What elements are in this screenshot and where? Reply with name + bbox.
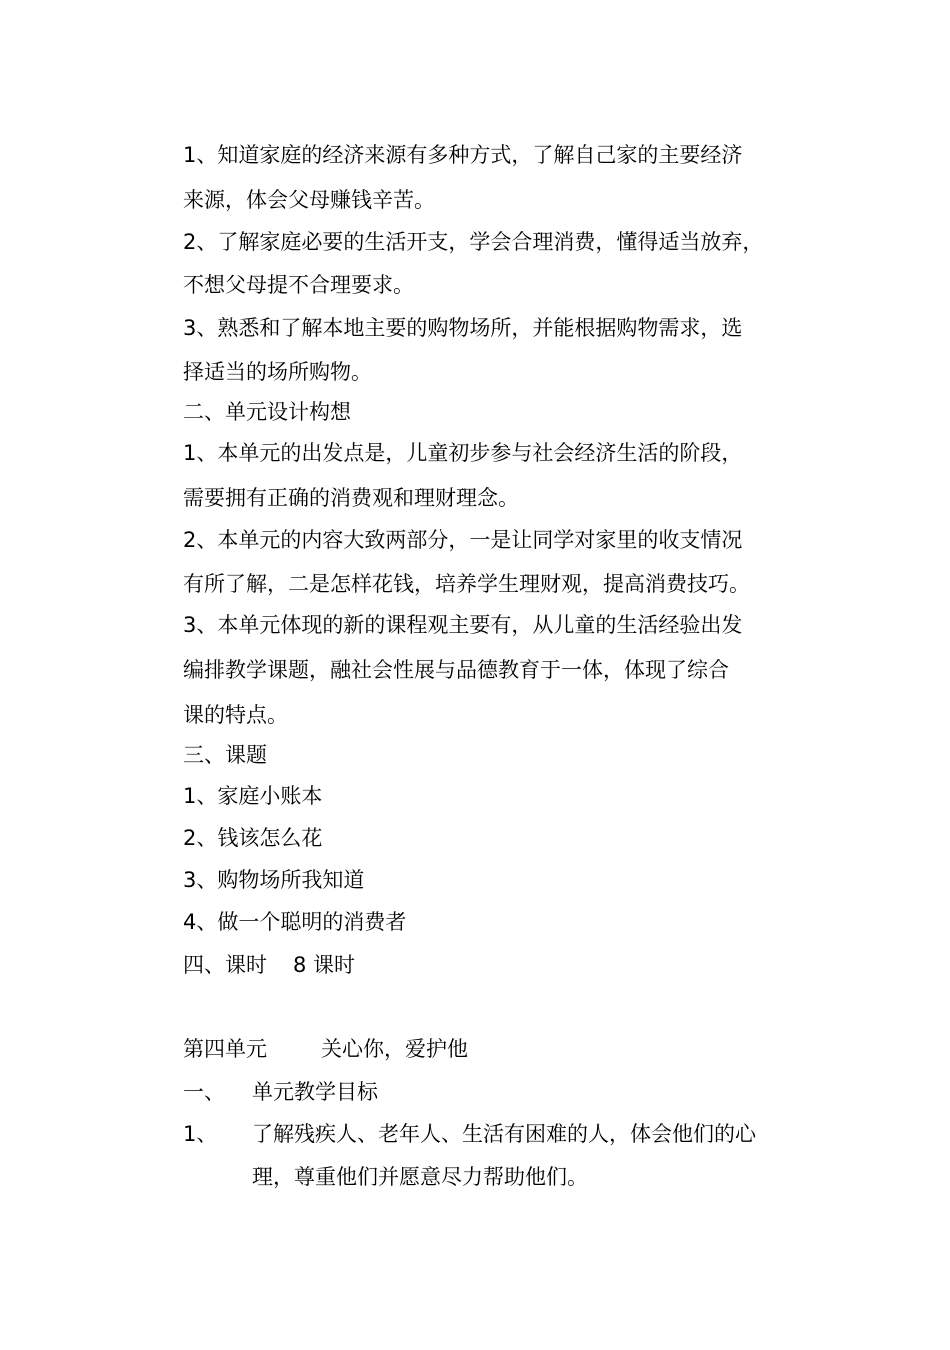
item-text: 了解残疾人、老年人、生活有困难的人，体会他们的心 <box>252 1122 756 1146</box>
list-item: 2、钱该怎么花 <box>183 826 323 850</box>
text-line: 择适当的场所购物。 <box>183 360 372 384</box>
text-line: 来源，体会父母赚钱辛苦。 <box>183 188 435 212</box>
item-number: 1、 <box>183 1122 218 1146</box>
unit-title: 第四单元 <box>183 1037 267 1061</box>
text-line: 1、本单元的出发点是，儿童初步参与社会经济生活的阶段， <box>183 441 743 465</box>
text-line: 不想父母提不合理要求。 <box>183 273 414 297</box>
unit-title-row <box>183 1036 793 1062</box>
goal-number: 一、 <box>183 1080 225 1104</box>
unit-subtitle: 关心你，爱护他 <box>321 1037 468 1061</box>
text-line: 3、熟悉和了解本地主要的购物场所，并能根据购物需求，选 <box>183 316 743 340</box>
list-item: 1、家庭小账本 <box>183 784 323 808</box>
text-line: 2、本单元的内容大致两部分，一是让同学对家里的收支情况 <box>183 528 743 552</box>
list-item: 4、做一个聪明的消费者 <box>183 910 407 934</box>
text-line: 有所了解，二是怎样花钱，培养学生理财观，提高消费技巧。 <box>183 572 750 596</box>
text-line: 需要拥有正确的消费观和理财理念。 <box>183 486 519 510</box>
goal-heading: 单元教学目标 <box>252 1080 378 1104</box>
text-line: 1、知道家庭的经济来源有多种方式，了解自己家的主要经济 <box>183 143 743 167</box>
hours-row <box>183 952 793 978</box>
list-item: 3、购物场所我知道 <box>183 868 365 892</box>
section-heading: 三、课题 <box>183 743 267 767</box>
section-heading: 二、单元设计构想 <box>183 400 351 424</box>
hours-label: 四、课时 <box>183 953 267 977</box>
text-line: 课的特点。 <box>183 703 288 727</box>
text-line: 3、本单元体现的新的课程观主要有，从儿童的生活经验出发 <box>183 613 743 637</box>
hours-value: 8 课时 <box>293 953 356 977</box>
text-line: 编排教学课题，融社会性展与品德教育于一体，体现了综合 <box>183 658 729 682</box>
item-text: 理，尊重他们并愿意尽力帮助他们。 <box>252 1165 588 1189</box>
text-line: 2、了解家庭必要的生活开支，学会合理消费，懂得适当放弃， <box>183 230 764 254</box>
